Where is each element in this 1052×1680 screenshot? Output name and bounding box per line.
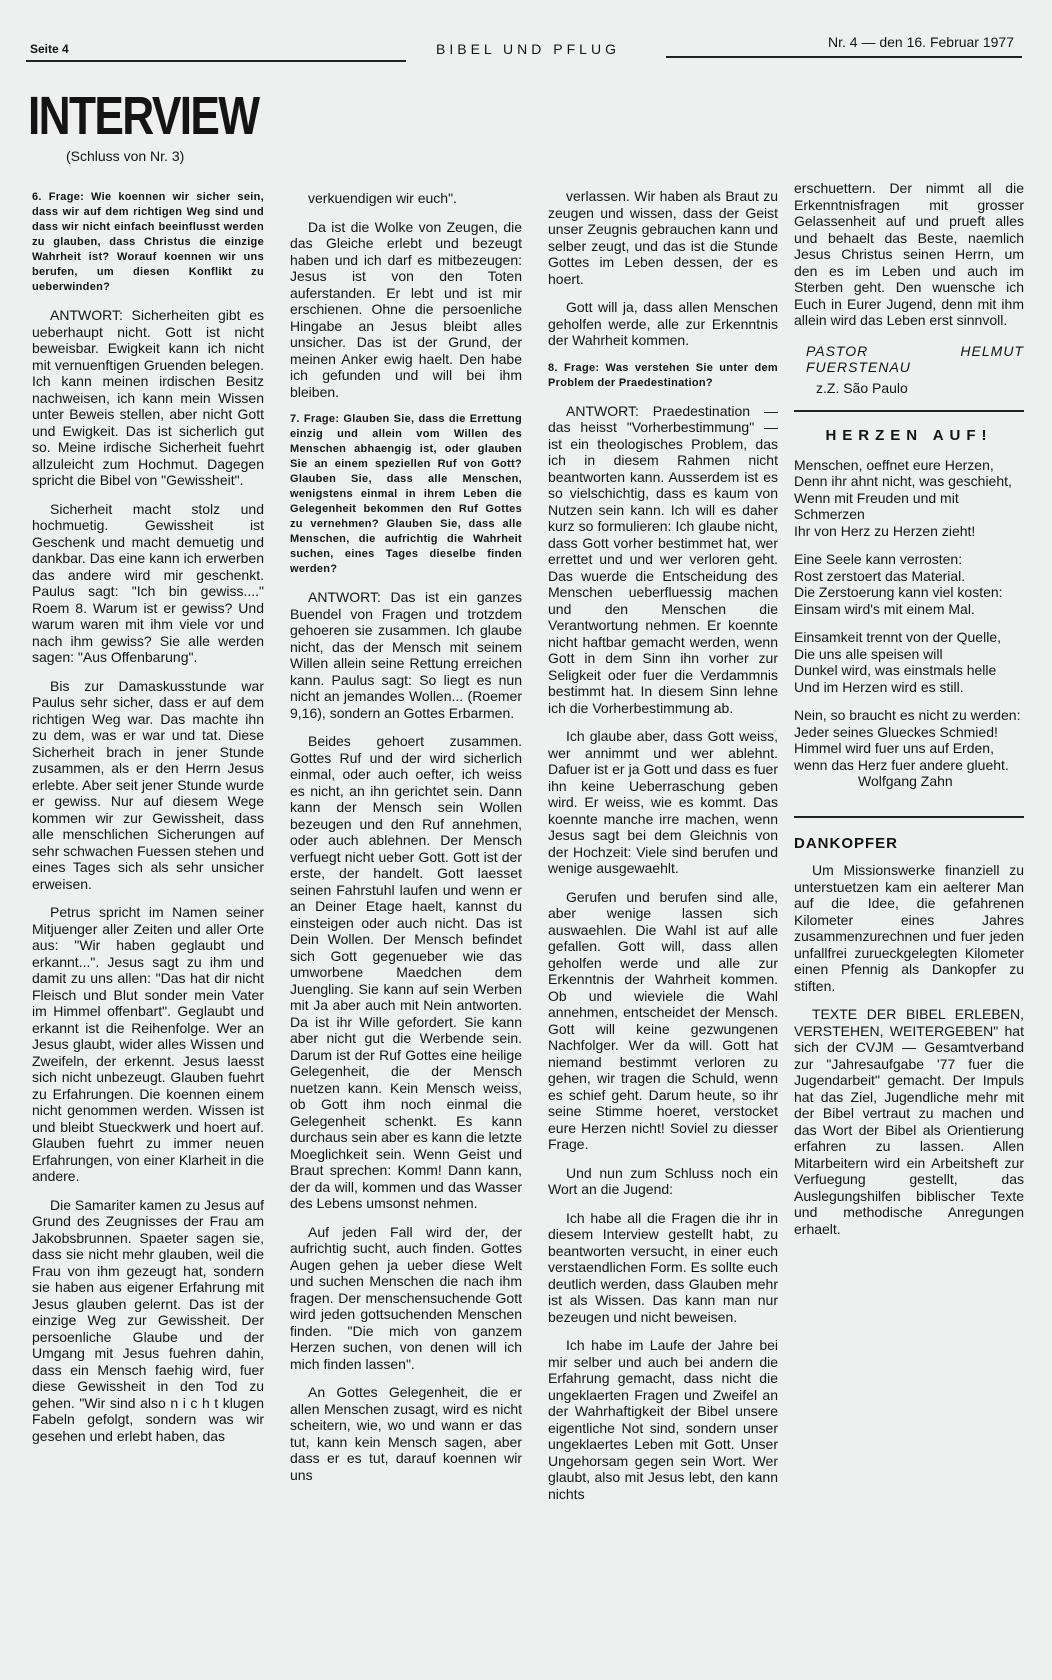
paragraph: Und nun zum Schluss noch ein Wort an die Jugend: <box>548 1164 778 1197</box>
poem-line: Rost zerstoert das Material. <box>794 567 966 584</box>
paragraph: verlassen. Wir haben als Braut zu zeugen und wissen, dass der Geist unser Zeugnis gebrauchen kann und selber zeugt, und das ist die Stunde Gottes im Leben dessen, der es hoert. <box>548 188 778 287</box>
interview-title: INTERVIEW <box>28 86 259 146</box>
signature-place: z.Z. São Paulo <box>816 379 908 396</box>
poem-line: Und im Herzen wird es still. <box>794 678 964 695</box>
paragraph: Auf jeden Fall wird der, der aufrichtig sucht, auch finden. Gottes Augen gehen ja ueber diese Welt und suchen Menschen die nach ihm fragen. Der menschensuchende Gott wird jeden gottsuchenden Menschen finden. "Die mich von ganzem Herzen suchen, von denen will ich mich finden lassen". <box>290 1223 522 1372</box>
poem-line: Die uns alle speisen will <box>794 645 943 662</box>
poem-line: Jeder seines Glueckes Schmied! <box>794 723 998 740</box>
cvjm-notice: TEXTE DER BIBEL ERLEBEN, VERSTEHEN, WEITERGEBEN" hat sich der CVJM — Gesamtverband zur "Jahresaufgabe '77 fuer die Jugendarbeit" gemacht. Der Impuls hat das Ziel, Jugendliche mehr mit der Bibel vertraut zu machen und das Wort der Bibel als Orientierung erfahren zu lassen. Allen Mitarbeitern wird ein Arbeitsheft zur Verfuegung gestellt, das Auslegungshilfen biblischer Texte und methodische Anregungen erhaelt. <box>794 1006 1024 1237</box>
paragraph: Gott will ja, dass allen Menschen geholfen werde, alle zur Erkenntnis der Wahrheit kommen. <box>548 299 778 348</box>
interview-subtitle: (Schluss von Nr. 3) <box>66 148 185 164</box>
poem-line: Ihr von Herz zu Herzen zieht! <box>794 522 976 539</box>
poem-line: Himmel wird fuer uns auf Erden, wenn das Herz fuer andere glueht. <box>794 740 1009 773</box>
header-rule-right <box>666 56 1022 58</box>
paragraph: Bis zur Damaskusstunde war Paulus sehr sicher, dass er auf dem richtigen Weg war. Das machte ihn zu dem, was er war und tat. Diese Sicherheit brach in jener Stunde zusammen, als er den Herrn Jesus erlebte. Aber seit jener Stunde wurde er gewiss. Nur auf diesem Wege kommen wir zur Gewissheit, dass alle menschlichen Sicherungen auf sehr schwachen Fuessen stehen und eines Tages sich als sehr unsicher erweisen. <box>32 677 264 892</box>
poem <box>794 457 1024 774</box>
paragraph: ANTWORT: Sicherheiten gibt es ueberhaupt nicht. Gott ist nicht beweisbar. Ewigkeit kann ich nicht mit vernuenftigen Gruenden belegen. Ich kann meinen irdischen Besitz nachweisen, ich kann mein Wissen unter Beweis stellen, aber nicht Gott und Ewigkeit. Das ist sicherlich gut so. Meine irdische Sicherheit fuehrt allzuleicht zum Hochmut. Dagegen spricht die Bibel von "Gewissheit". <box>32 307 264 488</box>
poem-line: Dunkel wird, was einstmals helle <box>794 662 997 678</box>
poem-line: Menschen, oeffnet eure Herzen, <box>794 456 994 473</box>
question-text: 8. Frage: Was verstehen Sie unter dem Problem der Praedestination? <box>548 361 778 389</box>
paragraph: Ich habe all die Fragen die ihr in diesem Interview gestellt habt, zu beantworten versucht, in einer euch verstaendlichen Form. Es sollte euch deutlich werden, dass Glauben mehr ist als Wissen. Das kann man nur bezeugen und nicht beweisen. <box>548 1209 778 1325</box>
page-number: Seite 4 <box>30 42 69 56</box>
paragraph: Sicherheit macht stolz und hochmuetig. Gewissheit ist Geschenk und macht demuetig und dankbar. Das eine kann ich erwerben das andere wird mir geschenkt. Paulus sagt: "Ich bin gewiss...." Roem 8. Warum ist er gewiss? Und warum waren mit ihm viele vor und nach ihm gewiss? Sie alle werden sagen: "Aus Offenbarung". <box>32 500 264 665</box>
dankopfer-title: DANKOPFER <box>794 834 899 852</box>
page-header <box>26 34 1022 64</box>
header-rule-left <box>26 60 406 62</box>
poem-line <box>794 539 1024 551</box>
poem-line: Eine Seele kann verrosten: <box>794 551 963 567</box>
paragraph: Ich glaube aber, dass Gott weiss, wer annimmt und wer ablehnt. Dafuer ist er ja Gott und dass es fuer ihn keine Ueberraschung geben wird. Er weiss, wie es kommt. Das koennte manche irre machen, wenn Jesus sagt bei dem Gleichnis von der Hochzeit: Viele sind berufen und wenige ausgewaehlt. <box>548 728 778 876</box>
paragraph: ANTWORT: Das ist ein ganzes Buendel von Fragen und trotzdem gehoeren sie zusammen. Ich glaube nicht, das der Mensch mit seinem Willen allein seine Rettung erreichen kann. Paulus sagt: So liegt es nun nicht an jemandes Wollen... (Roemer 9,16), sondern an Gottes Erbarmen. <box>290 589 522 721</box>
question-text: 7. Frage: Glauben Sie, dass die Errettung einzig und allein vom Willen des Menschen abhaengig ist, oder glauben Sie an einem speziellen Ruf von Gott? Glauben Sie, dass alle Menschen, wenigstens einmal in ihrem Leben die Gelegenheit bekommen den Ruf Gottes zu vernehmen? Glauben Sie, dass alle Menschen, die aufrichtig die Wahrheit suchen, eines Tages dieselbe finden werden? <box>290 413 522 575</box>
paragraph: Beides gehoert zusammen. Gottes Ruf und der wird sicherlich einmal, oder auch oefter, ich weiss es nicht, an ihn gerichtet sein. Dann kann der Mensch sein Wollen bezeugen und den Ruf annehmen, oder auch ablehnen. Der Mensch verfuegt nicht ueber Gott. Gott ist der erste, der handelt. Gott laesset seinen Fahrstuhl laufen und wenn er an Deiner Etage haelt, kannst du einsteigen oder auch nicht. Das ist Dein Wollen. Der Mensch befindet sich Gott gegenueber wie das umworbene Maedchen dem Juengling. Sie kann auf sein Werben mit Ja aber auch mit Nein antworten. Da ist ihr Wille gefordert. Sie kann aber nicht gut die Werbende sein. Darum ist der Ruf Gottes eine heilige Gelegenheit, die der Mensch nuetzen kann. Kein Mensch weiss, ob Gott ihm noch einmal die Gelegenheit schenkt. Es kann durchaus sein aber es kann die letzte Moeglichkeit sein. Wenn Geist und Braut sprechen: Komm! Dann kann, der da will, kommen und das Wasser des Lebens umsonst nehmen. <box>290 733 522 1211</box>
poem-line: Wenn mit Freuden und mit Schmerzen <box>794 489 959 522</box>
poem-line: Einsam wird's mit einem Mal. <box>794 600 975 617</box>
paragraph: verkuendigen wir euch". <box>308 190 457 206</box>
signature-name: PASTOR HELMUT FUERSTENAU <box>806 342 1024 375</box>
poem-line: Einsamkeit trennt von der Quelle, <box>794 629 1001 645</box>
question-text: 6. Frage: Wie koennen wir sicher sein, dass wir auf dem richtigen Weg sind und dass wir nicht einfach beeinflusst werden zu glauben, dass Christus die einzige Wahrheit ist? Worauf koennen wir uns berufen, um diesen Konflikt zu ueberwinden? <box>32 191 264 293</box>
poem-line: Nein, so braucht es nicht zu werden: <box>794 707 1021 723</box>
article-ending: erschuettern. Der nimmt all die Erkenntnisfragen mit grosser Gelassenheit auf und prueft alles und behaelt das Beste, naemlich Jesus Christus seinen Herrn, um den es im Leben und auch im Sterben geht. Den wuensche ich Euch in Eurer Jugend, denn mit ihm allein wird das Leben erst sinnvoll. <box>794 180 1024 328</box>
divider <box>794 410 1024 412</box>
poem-title: HERZEN AUF! <box>825 427 993 444</box>
divider <box>794 816 1024 818</box>
poem-line <box>794 695 1024 707</box>
dankopfer-text: Um Missionswerke finanziell zu unterstuetzen kam ein aelterer Man auf die Idee, die gefahrenen Kilometer eines Jahres zusammenzurechnen und fuer jeden unfallfrei zurueckgelegten Kilometer einen Pfennig als Dankopfer zu stiften. <box>794 862 1024 994</box>
paragraph: Die Samariter kamen zu Jesus auf Grund des Zeugnisses der Frau am Jakobsbrunnen. Spaeter sagen sie, dass sie nicht mehr glauben, weil die Frau von ihm gezeugt hat, sondern sie haben aus eigener Erfahrung mit Jesus glauben gelernt. Das ist der einzige Weg zur Gewissheit. Der persoenliche Glaube und der Umgang mit Jesus fuehren dahin, dass ein Mensch faehig wird, fuer diese Gewissheit in den Tod zu gehen. "Wir sind also n i c h t klugen Fabeln gefolgt, sondern was wir gesehen und erlebt haben, das <box>32 1196 264 1444</box>
poem-author: Wolfgang Zahn <box>858 773 953 789</box>
column-3 <box>548 188 778 1514</box>
paragraph: An Gottes Gelegenheit, die er allen Menschen zusagt, wird es nicht scheitern, wie, wo und wann er das tut, kann kein Mensch sagen, aber dass er es tut, darauf koennen wir uns <box>290 1384 522 1483</box>
paragraph: Da ist die Wolke von Zeugen, die das Gleiche erlebt und bezeugt haben und ich darf es mitbezeugen: Jesus ist von den Toten auferstanden. Er lebt und ist mir erschienen. Ohne die persoenliche Hingabe an Jesus bleibt alles unsicher. Das ist der Grund, der meinen Anker ewig haelt. Den habe ich gefunden und will bei ihm bleiben. <box>290 218 522 400</box>
paragraph: Ich habe im Laufe der Jahre bei mir selber und auch bei andern die Erfahrung gemacht, dass nicht die ungeklaerten Fragen und Zweifel an der Wahrhaftigkeit der Bibel unsere eigentliche Not sind, sondern unser ungeklaertes Leben mit Gott. Unser Ungehorsam gegen sein Wort. Wer glaubt, also mit Jesus lebt, den kann nichts <box>548 1337 778 1502</box>
column-1 <box>32 190 264 1456</box>
issue-date: Nr. 4 — den 16. Februar 1977 <box>828 34 1014 50</box>
paragraph: ANTWORT: Praedestination — das heisst "Vorherbestimmung" — ist ein theologisches Problem, das ich in diesem Rahmen nicht beantworten kann. Ausserdem ist es so vielschichtig, dass es kaum von Nutzen sein kann. Ich will es daher kurz so formulieren: Ich glaube nicht, dass Gott vorher bestimmet hat, wer errettet und und wer verloren geht. Das wuerde die Entscheidung des Menschen ueberfluessig machen und den Menschen die Verantwortung nehmen. Er koennte nicht haftbar gemacht werden, wenn Gott in dem Sinn ihn vorher zur Seligkeit oder fuer die Verdammnis bestimmt hat. In diesem Sinn lehne ich die Vorherbestimmung ab. <box>548 402 778 716</box>
poem-line: Denn ihr ahnt nicht, was geschieht, <box>794 473 1012 489</box>
column-4 <box>794 180 1024 1249</box>
poem-line <box>794 617 1024 629</box>
publication-title: BIBEL UND PFLUG <box>436 41 620 57</box>
paragraph: Petrus spricht im Namen seiner Mitjuenger aller Zeiten und aller Orte aus: "Wir haben geglaubt und erkannt...". Jesus sagt zu ihm und damit zu uns allen: "Das hat dir nicht Fleisch und Blut sonder mein Vater im Himmel offenbart". Geglaubt und erkannt ist die Reihenfolge. Wer an Jesus glaubt, wider alles Wissen und Zweifeln, der erkennt. Jesus laesst sich nicht unbezeugt. Glauben fuehrt zu Erfahrungen. Die koennen einem nicht genommen werden. Wissen ist und bleibt Stueckwerk und hoert auf. Glauben fuehrt zu immer neuen Erfahrungen, von einer Klarheit in die andere. <box>32 904 264 1184</box>
paragraph: Gerufen und berufen sind alle, aber wenige lassen sich auswaehlen. Die Wahl ist auf alle gefallen. Gott will, dass allen geholfen werde und alle zur Erkenntnis der Wahrheit kommen. Ob und wieviele die Wahl annehmen, entscheidet der Mensch. Gott will keine gezwungenen Nachfolger. Wer da will. Gott hat niemand bestimmt verloren zu gehen, wir tragen die Schuld, wenn es schief geht. Darum heute, so ihr seine Stimme hoeret, verstocket eure Herzen nicht! Soviel zu diesser Frage. <box>548 888 778 1152</box>
poem-line: Die Zerstoerung kann viel kosten: <box>794 584 1003 600</box>
column-2 <box>290 190 522 1495</box>
